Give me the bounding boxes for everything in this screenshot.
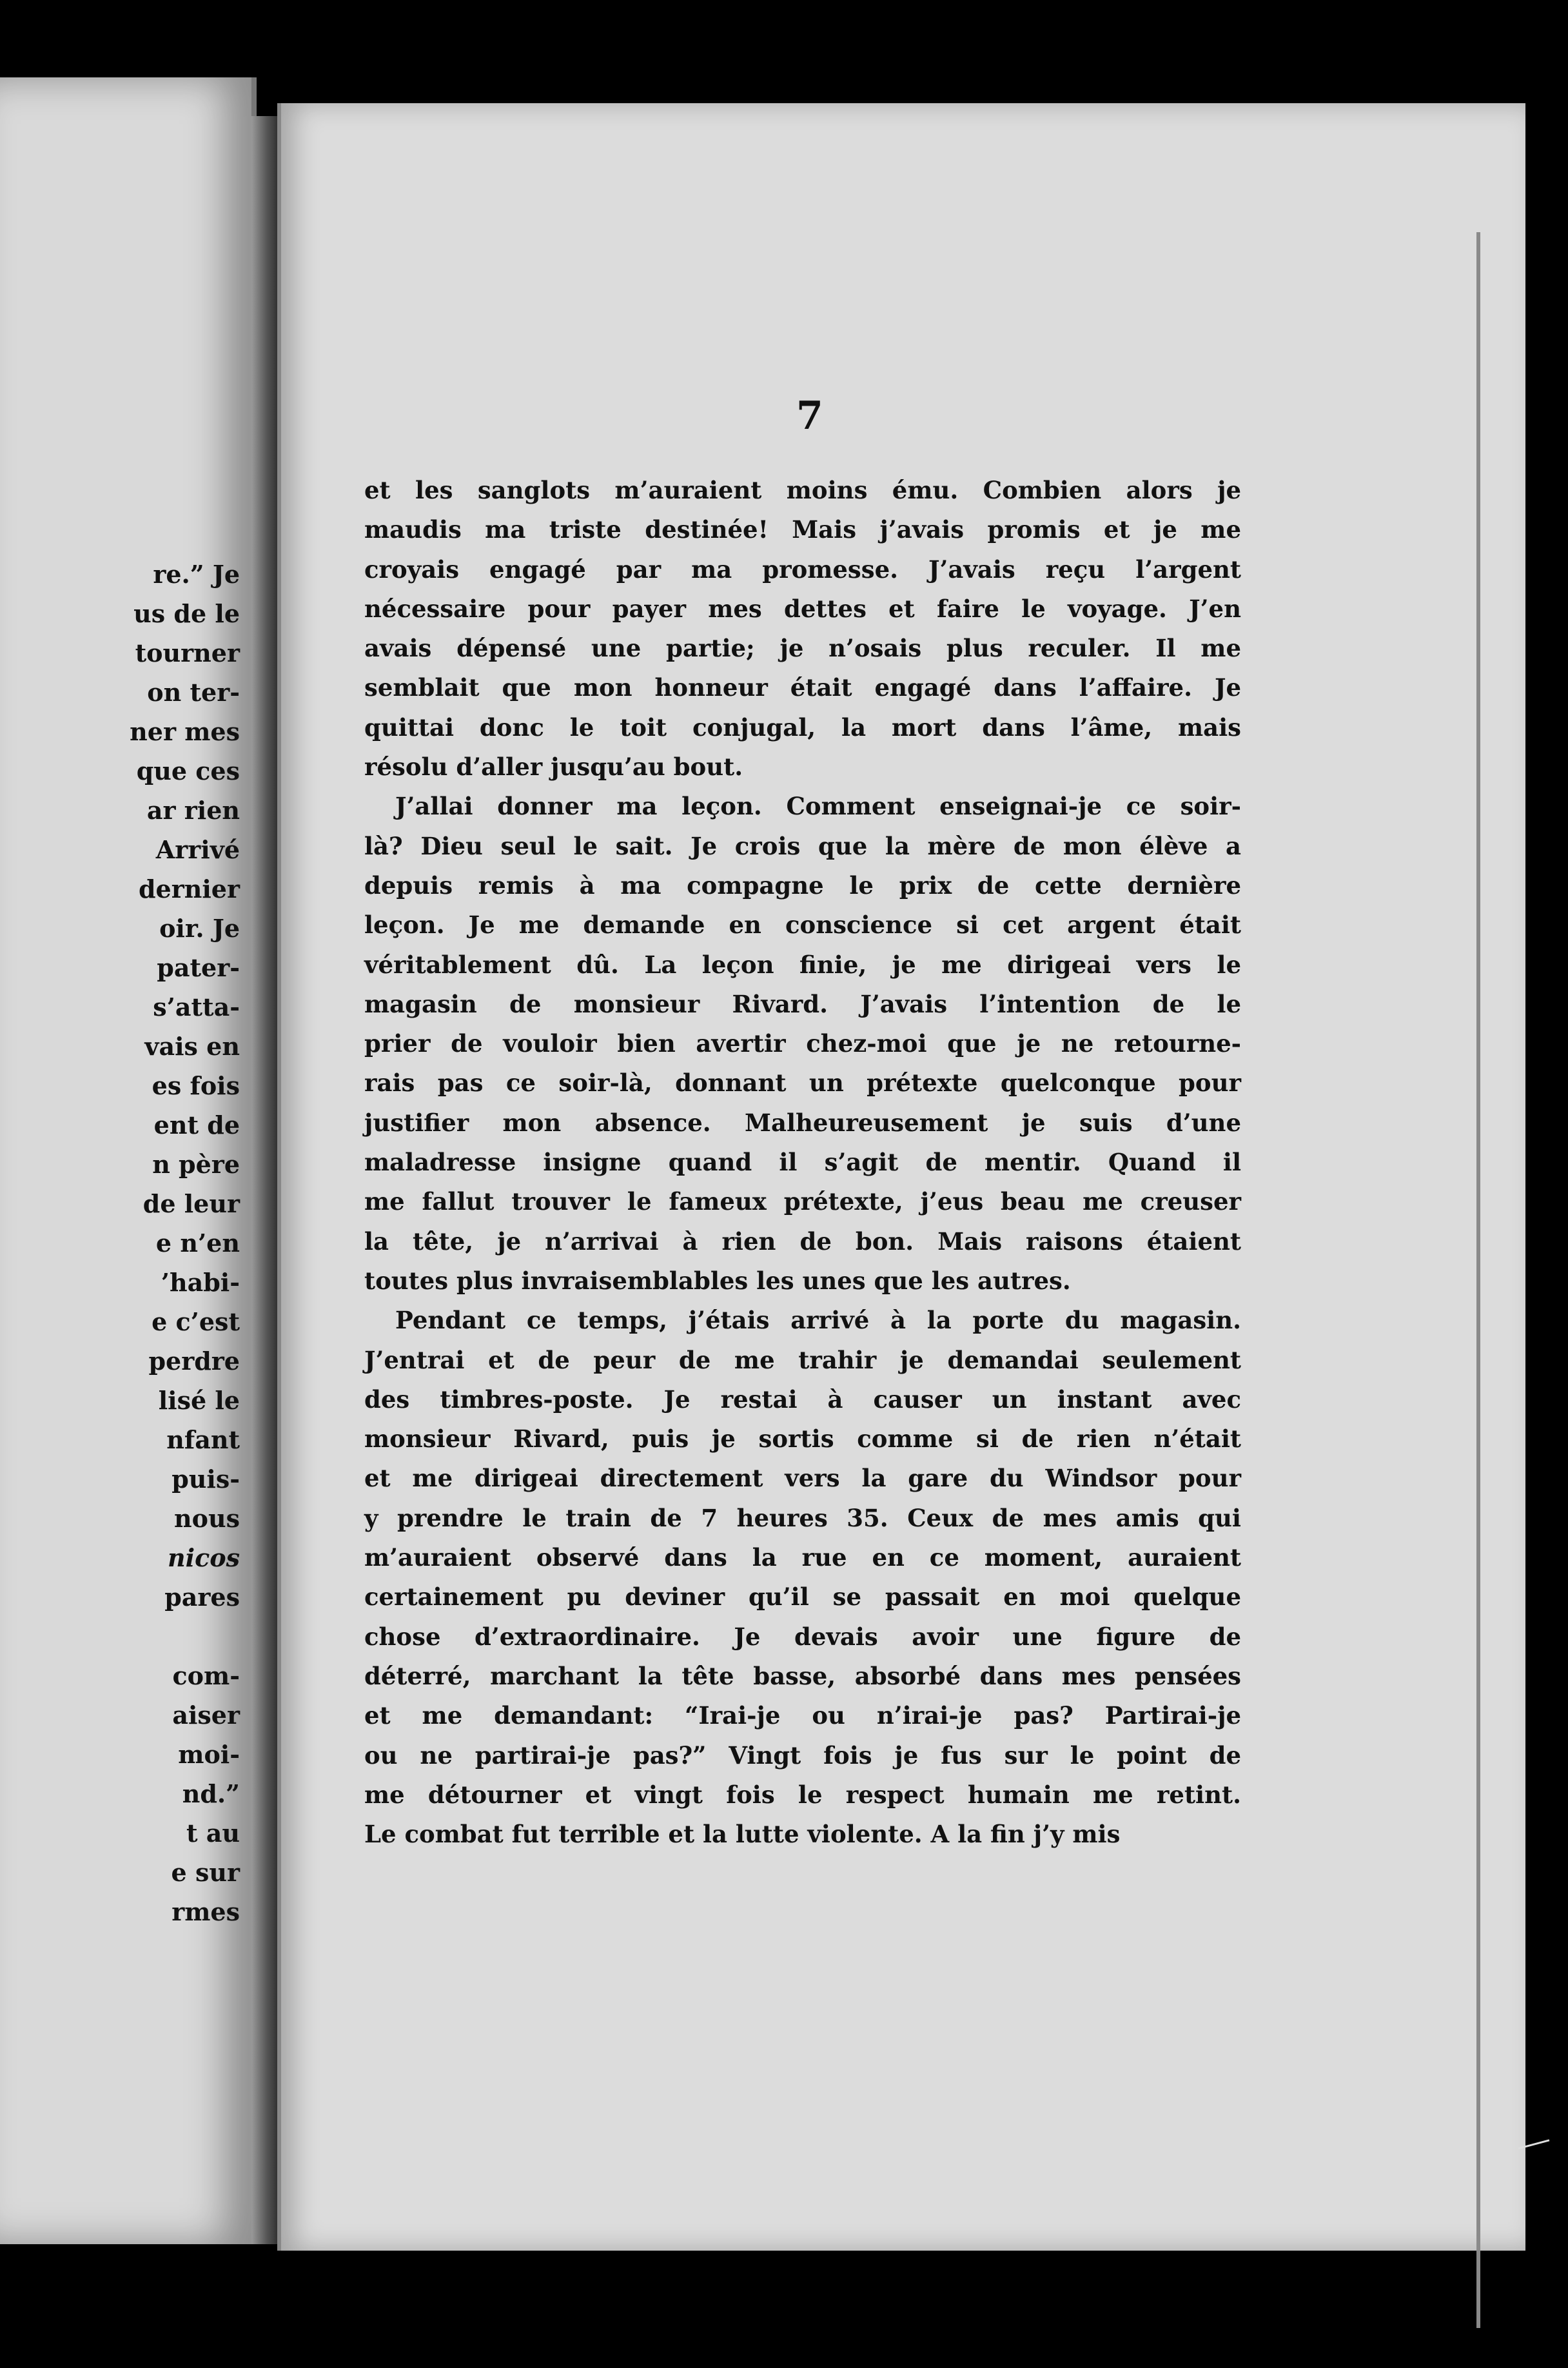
text-line: leçon. Je me demande en conscience si cet argent était <box>364 911 1241 940</box>
page-body <box>364 471 1241 1854</box>
text-line: là? Dieu seul le sait. Je crois que la mère de mon élève a <box>364 831 1241 860</box>
text-line: résolu d’aller jusqu’au bout. <box>364 753 743 782</box>
left-line: nd.” <box>182 1779 240 1808</box>
left-line: t au <box>186 1819 240 1848</box>
text-line: déterré, marchant la tête basse, absorbé dans mes pensées <box>364 1661 1241 1690</box>
text-line: nécessaire pour payer mes dettes et faire le voyage. J’en <box>364 594 1241 623</box>
left-line: pares <box>164 1583 240 1612</box>
left-line: dernier <box>138 874 240 903</box>
left-line: nfant <box>166 1425 240 1454</box>
left-line: vais en <box>144 1032 240 1061</box>
text-line: justifier mon absence. Malheureusement je suis d’une <box>364 1108 1241 1137</box>
text-line: maudis ma triste destinée! Mais j’avais promis et je me <box>364 515 1241 544</box>
left-line: perdre <box>148 1347 240 1376</box>
text-line: Pendant ce temps, j’étais arrivé à la porte du magasin. <box>395 1306 1241 1335</box>
text-line: véritablement dû. La leçon finie, je me dirigeai vers le <box>364 950 1241 979</box>
left-line: ner mes <box>130 717 240 746</box>
left-page <box>0 77 257 2244</box>
left-line: n père <box>152 1150 240 1179</box>
left-line: re.” Je <box>153 560 240 589</box>
text-line: semblait que mon honneur était engagé dans l’affaire. Je <box>364 673 1241 702</box>
left-line: us de le <box>133 599 240 628</box>
text-line: prier de vouloir bien avertir chez-moi que je ne retourne- <box>364 1029 1241 1058</box>
left-line: puis- <box>172 1465 240 1494</box>
left-line: moi- <box>178 1740 240 1769</box>
left-line-blank <box>0 1617 240 1656</box>
text-line: Le combat fut terrible et la lutte violente. A la fin j’y mis <box>364 1820 1121 1849</box>
text-line: me détourner et vingt fois le respect humain me retint. <box>364 1780 1241 1809</box>
text-line: croyais engagé par ma promesse. J’avais reçu l’argent <box>364 555 1241 584</box>
left-line: de leur <box>142 1189 240 1218</box>
left-line: on ter- <box>147 678 240 707</box>
text-line: et les sanglots m’auraient moins ému. Combien alors je <box>364 476 1241 504</box>
text-line: ou ne partirai-je pas?” Vingt fois je fus sur le point de <box>364 1741 1241 1770</box>
left-line: Arrivé <box>155 835 240 864</box>
text-line: rais pas ce soir-là, donnant un prétexte quelconque pour <box>364 1069 1241 1098</box>
text-line: depuis remis à ma compagne le prix de cette dernière <box>364 871 1241 900</box>
text-line: m’auraient observé dans la rue en ce moment, auraient <box>364 1543 1241 1572</box>
text-line: monsieur Rivard, puis je sortis comme si de rien n’était <box>364 1425 1241 1454</box>
left-line: nous <box>174 1504 240 1533</box>
left-line: ’habi- <box>161 1268 240 1297</box>
left-line: ent de <box>153 1110 240 1140</box>
left-line: e sur <box>171 1858 240 1887</box>
text-line: la tête, je n’arrivai à rien de bon. Mais raisons étaient <box>364 1227 1241 1256</box>
text-line: y prendre le train de 7 heures 35. Ceux de mes amis qui <box>364 1503 1241 1532</box>
left-line: lisé le <box>158 1386 240 1415</box>
text-line: J’allai donner ma leçon. Comment enseignai-je ce soir- <box>395 792 1241 821</box>
page-number: 7 <box>796 393 823 439</box>
page-edge <box>1476 232 1480 2328</box>
text-line: des timbres-poste. Je restai à causer un instant avec <box>364 1385 1241 1414</box>
text-line: magasin de monsieur Rivard. J’avais l’intention de le <box>364 989 1241 1018</box>
left-line: aiser <box>172 1701 240 1730</box>
left-line: ar rien <box>146 796 240 825</box>
left-line: e c’est <box>152 1307 240 1336</box>
text-line: J’entrai et de peur de me trahir je demandai seulement <box>364 1345 1241 1374</box>
left-line: nicos <box>168 1543 240 1572</box>
left-line: que ces <box>136 756 240 785</box>
text-line: avais dépensé une partie; je n’osais plus reculer. Il me <box>364 634 1241 663</box>
left-line: oir. Je <box>159 914 240 943</box>
text-line: me fallut trouver le fameux prétexte, j’eus beau me creuser <box>364 1187 1241 1216</box>
left-line: tourner <box>135 638 240 667</box>
left-page-text <box>0 555 251 1931</box>
left-line: pater- <box>157 953 240 982</box>
text-line: et me dirigeai directement vers la gare du Windsor pour <box>364 1464 1241 1493</box>
text-line: certainement pu deviner qu’il se passait en moi quelque <box>364 1583 1241 1612</box>
text-line: maladresse insigne quand il s’agit de mentir. Quand il <box>364 1148 1241 1177</box>
left-line: com- <box>172 1661 240 1690</box>
left-line: e n’en <box>155 1228 240 1258</box>
text-line: chose d’extraordinaire. Je devais avoir une figure de <box>364 1622 1241 1651</box>
text-line: et me demandant: “Irai-je ou n’irai-je pas? Partirai-je <box>364 1701 1241 1730</box>
left-line: rmes <box>172 1897 240 1926</box>
left-line: s’atta- <box>153 992 240 1021</box>
text-line: toutes plus invraisemblables les unes que les autres. <box>364 1266 1071 1295</box>
left-line: es fois <box>152 1071 240 1100</box>
text-line: quittai donc le toit conjugal, la mort dans l’âme, mais <box>364 713 1241 742</box>
